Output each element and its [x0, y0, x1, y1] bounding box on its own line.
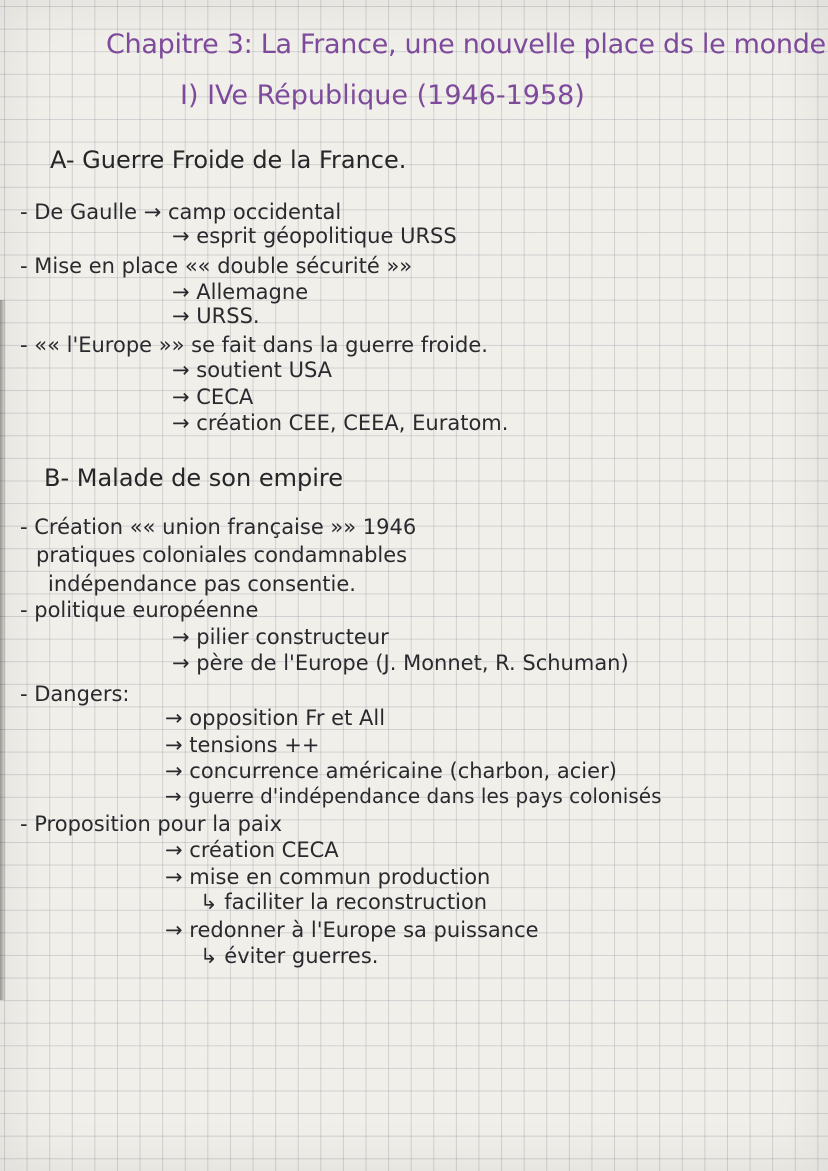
note-line: - «« l'Europe »» se fait dans la guerre froide. — [20, 333, 488, 357]
section-b-heading: B- Malade de son empire — [44, 464, 343, 492]
note-line: - Proposition pour la paix — [20, 812, 283, 836]
note-line: → opposition Fr et All — [165, 706, 386, 730]
note-line: → pilier constructeur — [172, 625, 389, 649]
note-line: → père de l'Europe (J. Monnet, R. Schuman) — [172, 651, 629, 675]
note-line: → concurrence américaine (charbon, acier) — [165, 759, 617, 783]
note-line: → création CEE, CEEA, Euratom. — [172, 411, 509, 435]
page-subtitle: I) IVe République (1946-1958) — [180, 80, 585, 111]
note-line: indépendance pas consentie. — [48, 572, 356, 596]
note-line: - De Gaulle → camp occidental — [20, 200, 342, 224]
note-line: → esprit géopolitique URSS — [172, 224, 457, 248]
note-line: - politique européenne — [20, 598, 259, 622]
note-line: → Allemagne — [172, 280, 309, 304]
note-line: → création CECA — [165, 838, 339, 862]
note-line: → CECA — [172, 385, 254, 409]
note-line: → redonner à l'Europe sa puissance — [165, 918, 539, 942]
note-line: ↳ faciliter la reconstruction — [200, 890, 488, 914]
note-line: → tensions ++ — [165, 733, 320, 757]
note-line: → soutient USA — [172, 358, 333, 382]
note-line: → guerre d'indépendance dans les pays colonisés — [165, 784, 662, 808]
section-a-heading: A- Guerre Froide de la France. — [50, 146, 407, 174]
note-line: → URSS. — [172, 304, 260, 328]
note-line: ↳ éviter guerres. — [200, 944, 379, 968]
page-title: Chapitre 3: La France, une nouvelle place ds le monde — [106, 29, 826, 60]
note-line: → mise en commun production — [165, 865, 491, 889]
note-line: - Dangers: — [20, 682, 130, 706]
note-line: - Mise en place «« double sécurité »» — [20, 254, 413, 278]
note-line: pratiques coloniales condamnables — [36, 543, 408, 567]
note-line: - Création «« union française »» 1946 — [20, 515, 417, 539]
